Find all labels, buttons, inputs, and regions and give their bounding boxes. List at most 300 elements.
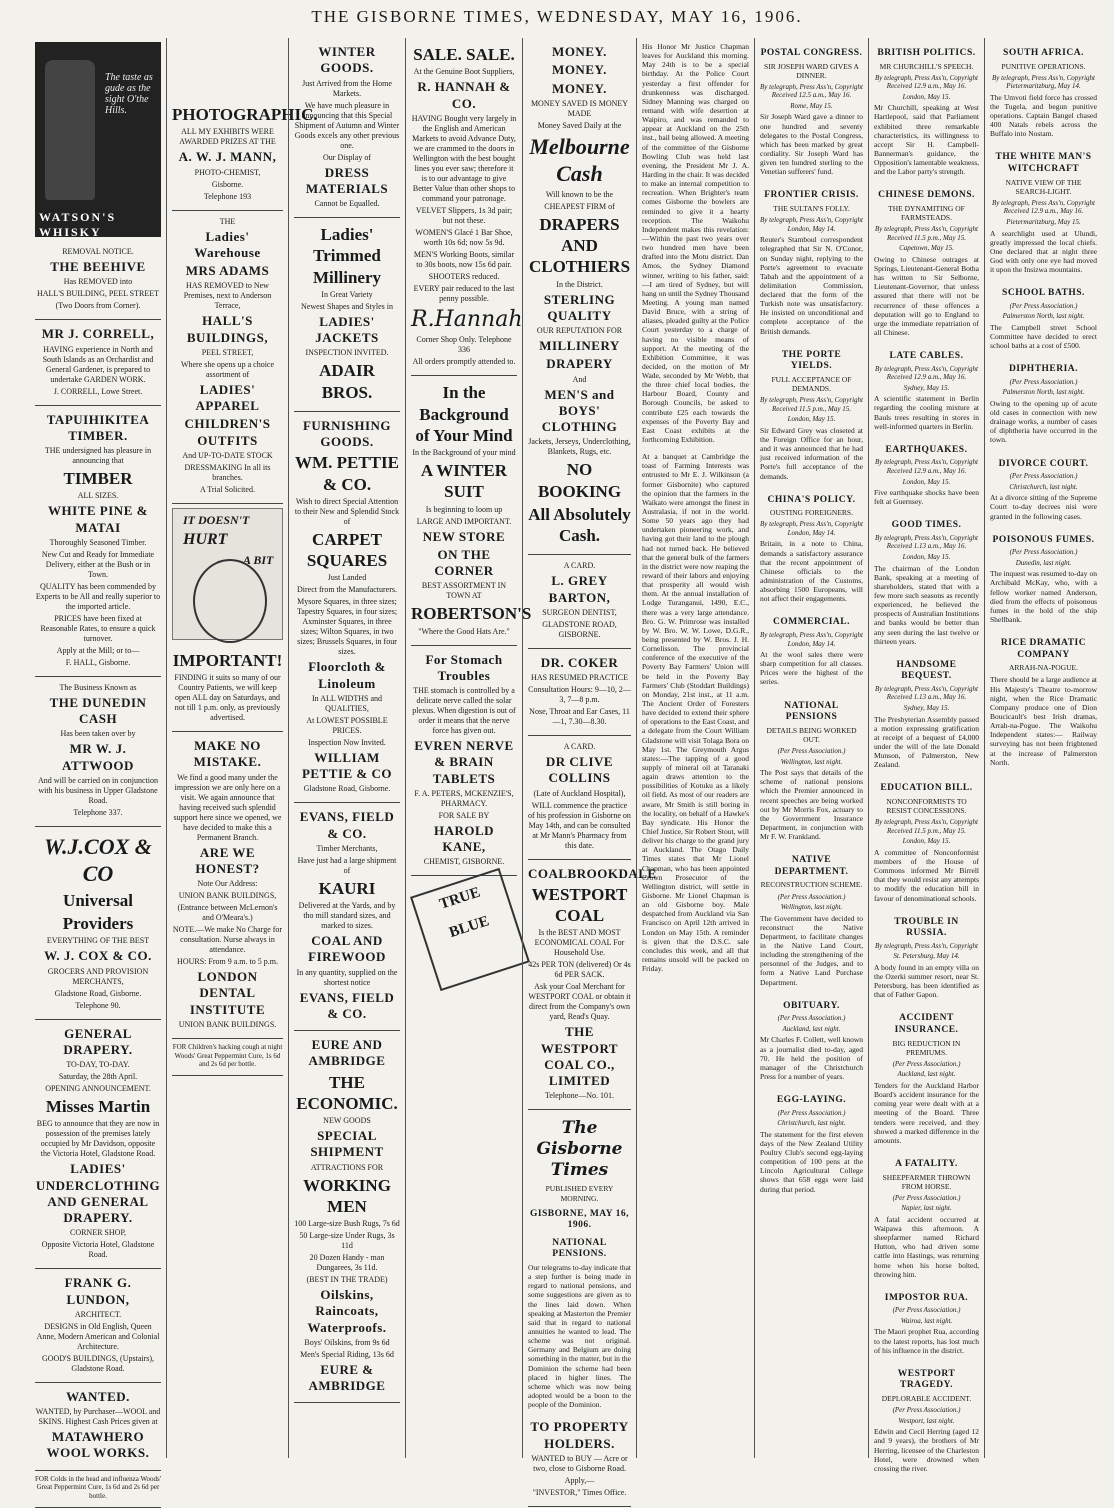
article-heading: THE WHITE MAN'S WITCHCRAFT [995,152,1092,175]
col2-footer: FOR Children's hacking cough at night Woods' Great Peppermint Cure, 1s 6d and 2s 6d per bottle. [172,1039,283,1076]
timber-big: TIMBER [63,469,133,488]
winter-cannot: Cannot be Equalled. [314,199,380,208]
article-by: By telegraph, Press Ass'n, Copyright Received 12.9 a.m., May 16. [875,458,978,475]
winter-line: Just Arrived from the Home Markets. [302,78,392,98]
article-body: Owing to the opening up of acute old cases in connection with new drainage works, a number of cases of diphtheria have occurred in the town. [990,398,1097,445]
article-sub: ARRAH-NA-POGUE. [1009,663,1078,673]
winter-our: Our Display of [323,152,371,162]
pettie-all: In ALL WIDTHS and QUALITIES, [312,693,382,713]
article-loc: Christchurch, last night. [1009,482,1078,491]
kauri-deliv: Delivered at the Yards, and by tho mill standard sizes, and marked to sizes. [298,901,396,930]
article-loc: Auckland, last night. [782,1024,841,1033]
sale-corner: Corner Shop Only. Telephone 336 [416,335,512,355]
providers-tel: Telephone 90. [75,1000,121,1010]
article-by: (Per Press Association.) [777,1108,846,1117]
article-body: Britain, in a note to China, demands a satisfactory assurance that the recent appointment of Chinese officials to the administration of the Customs, absorbing 1500 Europeans, will not affect their engagements. [760,539,863,604]
money-sterling: STERLING QUALITY [543,291,616,323]
article-body: Tenders for the Auckland Harbor Board's accident insurance for the coming year were dealt with at a meeting of the Board. Three tenders were received, and they showed a marked difference in the amounts. [874,1080,979,1145]
money-cheapest: CHEAPEST FIRM of [544,201,615,211]
pettie-advert [294,412,400,804]
important-advert [172,644,283,732]
article-heading: THE PORTE YIELDS. [781,349,842,372]
article-diphtheria [990,354,1097,448]
economic-mens: Men's Special Riding, 13s 6d [300,1349,394,1359]
masthead [0,0,1114,34]
melbourne-cash-name: Melbourne Cash [529,133,630,187]
article-body: The statement for the first eleven days of the New Zealand Utility Poultry Club's second egg-laying competition of 100 pens at the Lincoln Agricultural College shows that 658 eggs were laid during that period. [760,1129,863,1194]
removal-line: (Two Doors from Corner). [55,301,141,311]
winter-suit-heading: In the Background of Your Mind [415,383,513,445]
timber-line: QUALITY has been commended by Experts to be All and really superior to the imported article. [35,581,161,611]
editorial [528,1110,631,1413]
article-heading: TROUBLE IN RUSSIA. [894,916,959,939]
article-heading: COMMERCIAL. [772,617,850,628]
barton-name: L. GREY BARTON, [548,573,611,605]
article-sub: SIR JOSEPH WARD GIVES A DINNER. [764,61,859,80]
article-heading: DIVORCE COURT. [998,458,1089,469]
barton-card-label: A CARD. [563,561,596,571]
money-mill: MILLINERY [539,338,620,353]
article-by: (Per Press Association.) [777,1014,846,1023]
property-body: WANTED to BUY — Acre or two, close to Gisborne Road. [531,1453,628,1473]
article-loc: Wellington, last night. [780,757,843,766]
article-westport [874,1359,979,1477]
kauri-name: EVANS, FIELD & CO. [299,809,395,841]
column-2 [166,38,318,1458]
boot-sale-advert [411,38,523,376]
dunedin-cash-advert [35,677,161,827]
local-news-continued: At a banquet at Cambridge the toast of Farming Interests was entrusted to Mr E. J. Wilkinson (a former Gisbornite) who captured the opinion that the farmers in the Waikato were amongst the finest in Australasia, if not in the world. Some 50 years ago they had undertaken pioneering work, and having got their land to the plough had not turned back. He believed that the general bulk of the farmers in the district were now reaping the reward of their labors and enjoying that prosperity all would wish them. At the annual installation of Lodge Turanganui, 1490, E.C., there was a very large attendance. Bro. G. W. Primrose was installed by W. Bro. W. W. Lowe, D.G.R., being presented by W. Bros. J. H. Cornelisson. The provincial conference of the executive of the Poverty Bay Farmers' Union will be held in the Poverty Bay Farmers' Club (Stoddart Buildings) on Monday, 21st inst., at 11 a.m. The Ancient Order of Foresters have decided to extend their sphere of operations to the East Coast, and a delegate from the Court William Gladstone will visit Tolaga Bora on May 1st. The Greymouth Argus states:—The tapping of a good supply of mineral oil at Taranaki again draws attention to the possibilities of Kotuku as a likely oil field. As most of our readers are aware, Mr Smith is still boring in the locality, on behalf of a Hawke's Bay syndicate. His Honor the Chief Justice, Sir Robert Stout, will deliver his charge to the grand jury at Auckland. The Otago Daily Times states that Mr Lionel Chapman, who has been appointed Crown Prosecutor of the Wellington district, will settle in Gisborne. Mr Lionel Chapman is an old Gisborne boy. Male despatched from Auckland via San Francisco on April 12th arrived in London on May 15th. A reminder is given that the D.S.C. sale concludes this week, and all that remains unsold will be packed on Friday. [642,452,749,974]
westport-coal-advert [528,860,657,1111]
article-obituary [760,991,863,1085]
sale-item: MEN'S Working Boots, similar to 30s boots, now 15s 6d pair. [413,249,515,269]
article-heading: SOUTH AFRICA. [1003,48,1084,58]
article-body: The Umvoti field force has crossed the Tugela, and begun punitive operations. Captain Bangel chased 400 Natals rebels across the Buffalo into Nostam. [990,92,1097,139]
article-loc: Rome, May 15. [790,101,833,110]
article-by: (Per Press Association.) [892,1306,961,1315]
article-pensions [760,691,863,846]
column-4 [405,38,532,1458]
col1-footer: FOR Colds in the head and influenza Woods' Great Peppermint Cure, 1s 6d and 2s 6d per bottle. [35,1471,161,1508]
pettie-addr: Gladstone Road, Gisborne. [303,784,391,794]
hurt-line3: A BIT [243,552,274,567]
article-porte [760,340,863,485]
article-russia [874,907,979,1004]
timber-line: New Cut and Ready for Immediate Delivery, either at the Bush or in Town. [41,549,155,579]
gisborne-times-nameplate: The Gisborne Times [536,1118,623,1180]
melbourne-cash-advert [528,38,631,555]
article-by: By telegraph, Press Ass'n, Copyright Received 12.5 a.m., May 16. [760,82,863,100]
article-heading: HANDSOME BEQUEST. [896,659,957,682]
article-earthquakes [874,435,979,510]
removal-heading: REMOVAL NOTICE. [62,247,134,256]
article-by: By telegraph, Press Ass'n, Copyright [875,941,978,950]
pettie-body: Wish to direct Special Attention to their New and Splendid Stock of [294,496,400,526]
columns [30,38,1102,1500]
article-by: By telegraph, Press Ass'n, Copyright Received 11.5 p.m., May 15. [875,818,978,835]
article-bequest [874,650,979,774]
article-body: There should be a large audience at His Majesty's Theatre to-morrow night, when the Rice Dramatic Company produce one of Dion Boucicault's best Irish dramas, Arrah-na-Pogue. The Waikohu Independent states:— Railway surveying has not been frightened at the increase of Palmerston North. [990,675,1097,767]
article-loc: London, May 15. [902,837,951,846]
sale-orders: All orders promptly attended to. [412,357,516,367]
column-9 [984,38,1102,1458]
coal-name: COALBROOKDALE [528,865,657,881]
drapery-ladies: LADIES' UNDERCLOTHING AND GENERAL DRAPERY. [35,1161,161,1225]
hurt-line2: HURT [183,530,228,548]
economic-new: NEW GOODS [323,1116,371,1125]
mistake-bank: UNION BANK BUILDINGS. [178,1019,277,1029]
article-frontier [760,180,863,339]
true-blue-seal [410,868,530,991]
column-3 [288,38,405,1458]
timber-sign: F. HALL, Gisborne. [65,657,131,667]
timber-advert [35,406,161,677]
article-body: The Presbyterian Assembly passed a motion expressing gratification at receipt of a bequest of £4,000 under the will of the late Donald Munson, of Palmerston, New Zealand. [874,714,979,770]
article-by: (Per Press Association.) [1009,548,1078,557]
important-body: FINDING it suits so many of our Country Patients, we will keep open ALL day on Saturdays, and not till 1 p.m. only, as previously advertised. [174,673,281,722]
mistake-heading: MAKE NO MISTAKE. [193,738,262,770]
article-commercial [760,607,863,690]
article-loc: Pietermaritzburg, May 15. [1006,217,1081,226]
mistake-inst: LONDON DENTAL INSTITUTE [189,969,266,1017]
article-loc: Sydney, May 15. [903,383,950,392]
millinery-newest: Newest Shapes and Styles in [301,301,393,311]
pettie-prices: At LOWEST POSSIBLE PRICES. [306,715,388,735]
coker-has: HAS RESUMED PRACTICE [531,673,628,682]
article-heading: GOOD TIMES. [891,520,962,531]
economic-heading: THE ECONOMIC. [296,1072,398,1113]
article-body: The Government have decided to reconstruct the Native Department, to facilitate changes in the Native Land Court, including the strengthening of the personnel of the Judges, and to form a Native Land Purchase Department. [760,913,863,987]
article-loc: Christchurch, last night. [777,1119,846,1128]
article-poison [990,525,1097,628]
ladies-app: LADIES' APPAREL [195,381,260,413]
sale-item: VELVET Slippers, 1s 3d pair; but not these. [415,205,513,225]
kauri-advert [294,803,400,1031]
stomach-name: EVREN NERVE & BRAIN TABLETS [414,738,514,786]
drapery-name: Misses Martin [45,1097,151,1116]
article-body: Mr Charles F. Collett, well known as a journalist died to-day, aged 70. He held the position of manager of the Christchurch Press for a number of years. [760,1035,863,1081]
article-by: By telegraph, Press Ass'n, Copyright London, May 14. [760,216,863,233]
article-body: The Campbell street School Committee have decided to erect school baths at a cost of £500. [990,322,1097,351]
article-loc: Wairoa, last night. [900,1316,953,1325]
cox-logo: W.J.COX & CO [44,833,152,887]
article-by: By telegraph, Press Ass'n, Copyright London, May 14. [760,630,863,648]
ladies-dress: DRESSMAKING In all its branches. [184,462,271,482]
article-heading: LATE CABLES. [889,351,964,362]
article-body: Sir Edward Grey was closeted at the Foreign Office for an hour, and it was announced that he had just received information of the Porte's full acceptance of the demands. [760,425,863,481]
article-loc: Napier, last night. [901,1204,952,1213]
article-body: The chairman of the London Bank, speaking at a meeting of shareholders, stated that with a few more such seasons as recently experienced, he believed the prospects of Australian Institutions and banks would be better than any seen during the last twelve or thirteen years. [874,563,979,646]
article-sub: BIG REDUCTION IN PREMIUMS. [892,1038,961,1057]
seal-word: TRUE [437,884,483,913]
money-mens: MEN'S and BOYS' CLOTHING [541,386,618,434]
wanted-works: MATAWHERO WOOL WORKS. [46,1429,150,1461]
money-drapery: DRAPERY [546,356,613,372]
photo-town: Gisborne. [211,179,244,189]
providers-grocers: GROCERS AND PROVISION MERCHANTS, [47,966,149,986]
article-heading: POISONOUS FUMES. [992,534,1095,545]
ladies-warehouse-advert [172,211,283,504]
ladies-hall: HALL'S BUILDINGS, [186,313,269,345]
article-sub: DETAILS BEING WORKED OUT. [766,725,857,744]
sale-heading: SALE. SALE. [413,45,515,64]
coal-tel: Telephone—No. 101. [545,1091,614,1101]
article-body: The Maori prophet Rua, according to the latest reports, has lost much of his influence in the district. [874,1327,979,1355]
kauri-big: KAURI [318,878,376,898]
article-heading: ACCIDENT INSURANCE. [894,1013,959,1036]
article-body: The inquest was resumed to-day on Archibald McKay, who, with a fellow worker named Anderson, died from the effects of poisonous fumes in the hold of the ship Shellbank. [990,569,1097,625]
whisky-bottle-illustration [45,60,95,200]
article-loc: London, May 15. [787,415,836,424]
article-egg [760,1085,863,1198]
millinery-heading: Ladies' Trimmed Millinery [313,225,381,287]
winter-heading: WINTER GOODS. [318,44,376,76]
article-impostor [874,1283,979,1359]
pettie-carpet: CARPET SQUARES [306,529,388,570]
mistake-hours: HOURS: From 9 a.m. to 5 p.m. [177,957,278,966]
winter-goods-advert [294,38,400,218]
pettie-direct: Direct from the Manufacturers. [297,585,397,595]
whisky-brand: WATSON'S WHISKY [39,210,117,239]
money-line: MONEY. [552,80,607,96]
ladies-name: MRS ADAMS [185,263,270,278]
article-body: At the wool sales there were sharp competition for all classes. Prices were the highest of the series. [760,650,863,687]
pettie-floor: Floorcloth & Linoleum [308,659,386,691]
article-insurance [874,1003,979,1148]
money-abs: All Absolutely Cash. [528,504,631,545]
ladies-body: HAS REMOVED to New Premises, next to Anderson Terrace, [183,281,272,311]
article-loc: Westport, last night. [898,1416,955,1425]
article-heading: NATIVE DEPARTMENT. [774,855,849,877]
economic-footer: EURE & AMBRIDGE [308,1361,386,1393]
pettie-sign: WILLIAM PETTIE & CO [301,749,392,781]
article-by: By telegraph, Press Ass'n, Copyright Received 12.9 a.m., May 16. [992,198,1095,216]
article-by: By telegraph, Press Ass'n, Copyright Received 11.5 p.m., May 15. [875,225,978,242]
providers-addr: Gladstone Road, Gisborne. [54,988,142,998]
collins-card-label: A CARD. [563,742,596,751]
economic-boys: Boys' Oilskins, from 9s 6d [304,1337,390,1347]
article-heading: EGG-LAYING. [776,1095,847,1106]
coal-sub: WESTPORT COAL [531,884,628,925]
architect-title: ARCHITECT. [74,1309,122,1319]
removal-line: Has REMOVED into [63,277,133,287]
article-loc: Sydney, May 15. [903,704,950,712]
article-heading: EARTHQUAKES. [885,444,968,455]
cash-owner: MR W. J. ATTWOOD [62,741,134,773]
millinery-advert [294,218,400,412]
ladies-trial: A Trial Solicited. [200,484,255,494]
coal-line: Is the BEST AND MOST ECONOMICAL COAL For Household Use. [534,928,625,958]
article-body: A committee of Nonconformist members of the House of Commons informed Mr Birrell that they would resist any attempts to modify the education bill in favour of denominational schools. [874,847,979,903]
article-heading: DIPHTHERIA. [1008,364,1079,375]
column-8 [868,38,984,1473]
wanted-advert [35,1383,161,1471]
article-british [874,38,979,180]
money-saved: MONEY SAVED IS MONEY MADE [530,98,629,118]
cash-post: Has been taken over by [60,729,136,739]
correll-body: HAVING experience in North and South Islands as an Orchardist and General Gardener, is prepared to undertake GARDEN WORK. [42,344,154,384]
article-loc: Palmerston North, last night. [1002,388,1085,397]
money-buy: Money Saved Daily at the [537,120,622,130]
timber-line: Thoroughly Seasoned Timber. [49,537,147,547]
article-body: A fatal accident occurred at Waipawa this afternoon. A sheepfarmer named Richard Hutton, who had driven some cattle into Hastings, was returning home when his horse bolted, throwing him. [874,1214,979,1279]
winter-suit-body: In the Background of your mind [412,448,516,457]
article-baths [990,278,1097,354]
winter-suit-corner: ON THE CORNER [434,546,494,578]
article-heading: EDUCATION BILL. [880,783,973,794]
column-7 [754,38,868,1458]
article-cables [874,341,979,435]
article-sub: THE SULTAN'S FOLLY. [773,204,850,214]
article-heading: SCHOOL BATHS. [1002,288,1085,299]
economic-item: 100 Large-size Bush Rugs, 7s 6d [294,1219,400,1228]
article-by: (Per Press Association.) [892,1193,961,1202]
economic-special: SPECIAL SHIPMENT [310,1128,384,1160]
property-advert [528,1413,631,1507]
property-sign: "INVESTOR," Times Office. [532,1487,627,1497]
article-by: (Per Press Association.) [777,892,846,901]
coal-sign: THE WESTPORT COAL CO., LIMITED [540,1024,619,1088]
column-6 [636,38,754,1458]
architect-office: GOOD'S BUILDINGS, (Upstairs), Gladstone Road. [41,1353,155,1373]
article-sub: DEPLORABLE ACCIDENT. [881,1394,972,1404]
article-sub: MR CHURCHILL'S SPEECH. [879,61,974,71]
stomach-heading: For Stomach Troubles [425,651,503,683]
money-known: Will known to be the [545,189,614,199]
kauri-title: Timber Merchants, [316,843,378,853]
drapery-opp: Opposite Victoria Hotel, Gladstone Road. [41,1240,155,1260]
article-sub: RECONSTRUCTION SCHEME. [760,880,863,890]
article-by: By telegraph, Press Ass'n, Copyright Pietermaritzburg, May 14. [992,73,1095,91]
removal-notice [35,241,161,320]
article-by: (Per Press Association.) [1009,472,1078,481]
article-loc: Wellington, last night. [780,903,843,912]
stomach-body: THE stomach is controlled by a delicate nerve called the solar plexus. When digestion is out of order it means that the nerve force has given out. [412,686,516,735]
drapery-body: BEG to announce that they are now in possession of the premises lately occupied by Mr Davidson, opposite the Victoria Hotel, Gladstone Road. [36,1119,160,1159]
article-sub: SHEEPFARMER THROWN FROM HORSE. [882,1172,971,1191]
article-good-times [874,510,979,649]
winter-dress: DRESS MATERIALS [305,164,389,196]
article-heading: WESTPORT TRAGEDY. [897,1368,956,1391]
article-witchcraft [990,142,1097,278]
article-by: By telegraph, Press Ass'n, Copyright Received 1.13 a.m., May 16. [875,684,978,702]
article-body: Reuter's Stamboul correspondent telegraphed that Sir N. O'Conor, on Sunday night, replying to the Porte's agreement to evacuate Tabah and the appointment of a delimitation Commission, declared that the form of the Turkish note was unsatisfactory. He insisted on unconditional and complete acceptance of the British demands. [760,235,863,336]
stomach-sale: FOR SALE BY [438,810,490,820]
barton-title: SURGEON DENTIST, [542,607,617,617]
correll-sign: J. CORRELL, Lowe Street. [53,386,143,396]
photo-name: A. W. J. MANN, [178,149,277,165]
cash-tel: Telephone 337. [73,807,123,817]
timber-all: ALL SIZES. [77,491,119,501]
winter-suit-best: BEST ASSORTMENT IN TOWN AT [421,581,507,601]
article-sub: FULL ACCEPTANCE OF DEMANDS. [771,374,852,394]
article-heading: FRONTIER CRISIS. [764,190,859,201]
editorial-body: Our telegrams to-day indicate that a step further is being made in regard to national pensions, and some suggestions are given as to the lines laid down. When speaking at Masterton the Premier said that in regard to national annuities he wanted to lead. The scheme was not original. Germany and Belgium are doing something in the matter, but in the Dominion the scheme had been placed in higher lines. The scheme which was now being adopted would be a boon to the people of the Dominion. [528,1263,631,1410]
editorial-date: GISBORNE, MAY 16, 1906. [529,1208,630,1231]
ladies-the: THE [219,216,236,226]
coker-note: Nose, Throat and Ear Cases, 11—1, 7.30—8.30. [529,707,630,726]
collins-late: (Late of Auckland Hospital), [533,788,626,798]
money-rep: OUR REPUTATION FOR [536,326,623,335]
photographic-advert [172,98,318,211]
timber-body: THE undersigned has pleasure in announcing that [44,446,152,465]
article-loc: London, May 15. [902,92,951,101]
winter-suit-beg: Is beginning to loom up [425,504,503,514]
article-sub: OUSTING FOREIGNERS. [770,508,853,518]
mistake-addr1: Note Our Address: [197,879,258,888]
important-heading: IMPORTANT! [172,650,283,670]
article-by: By telegraph, Press Ass'n, Copyright Received 1.13 a.m., May 16. [875,533,978,551]
article-loc: London, May 15. [902,552,951,561]
ladies-street: PEEL STREET, [201,347,254,357]
kauri-sign: EVANS, FIELD & CO. [299,989,395,1021]
article-loc: Auckland, last night. [897,1070,956,1079]
removal-line: HALL'S BUILDING, PEEL STREET [36,289,160,299]
column-5 [522,38,657,1497]
mistake-note: NOTE.—We make No Charge for consultation. Nurse always in attendance. [172,925,283,954]
article-by: By telegraph, Press Ass'n, Copyright London, May 14. [760,520,863,537]
article-by: (Per Press Association.) [892,1059,961,1068]
pettie-heading: FURNISHING GOODS. [302,417,392,449]
coker-name: DR. COKER [540,654,619,670]
economic-advert [294,1031,400,1403]
article-heading: A FATALITY. [895,1158,958,1169]
economic-item: 50 Large-size Under Rugs, 3s 11d [299,1231,395,1250]
millinery-insp: INSPECTION INVITED. [305,348,389,358]
article-body: A searchlight used at Ulundi, greatly impressed the local chiefs. One declared that at night three God with only one eye had moved it upon the Insizwa mountains. [990,228,1097,275]
mistake-honest: ARE WE HONEST? [195,844,260,876]
pettie-desc: Mysore Squares, in three sizes; Tapestry Squares, in four sizes; Axminster Squares, in three sizes; Wilton Squares, in two sizes; Brussels Squares, in four sizes. [296,597,398,657]
local-news: His Honor Mr Justice Chapman leaves for Auckland this morning. May 24th is to be a special birthday. At the Police Court yesterday a first offender for drunkenness was discharged. Sidney Manning was charged on remand with wife desertion at Waipiro, and was remanded to appear at Auckland on the 25th inst., bail being allowed. A meeting of the committee of the Gisborne Bowling Club was held last evening, the President Mr J. A. Harding in the chair. It was decided to make an internal competition to recreation. When Brighter's team comes Gisborne the bowlers are reminded to give it a hearty reception. The Waikohu Independent makes this revelation:—Within the past two years over two hundred men have been drafted into the Motu district. Dan Amos, the Sydney Diamond winner, writing to his father, said:—I am tired of Sydney, but will hang on until the Sydney Thousand Meeting. A young man named David Bruce, with a string of aliases, pleaded guilty at the Police Court yesterday to a charge of having no visible means of support. At the meeting of the Exhibition Committee, it was decided, on the motion of Mr Wade, seconded by Mr Webb, that the three chief local bodies, the Harbour Board, County and Borough Councils, be asked to contribute £25 each towards the expenses of the Poverty Bay and East Coast exhibits at the forthcoming Exhibition. [642,42,749,445]
article-heading: CHINESE DEMONS. [878,190,975,201]
providers-cox: W. J. COX & CO. [44,948,152,964]
drapery-today: TO-DAY, TO-DAY. [66,1060,130,1069]
timber-line: PRICES have been fixed at Reasonable Rates, to ensure a quick turnover. [40,613,156,643]
article-heading: NATIONAL PENSIONS [784,700,839,723]
architect-body: DESIGNS in Old English, Queen Anne, Modern American and Colonial Architecture. [36,1321,160,1351]
kauri-any: In any quantity, supplied on the shortest notice [296,967,398,987]
winter-suit-where: "Where the Good Hats Are." [418,626,510,636]
article-heading: IMPOSTOR RUA. [884,1292,969,1303]
article-china [760,485,863,608]
article-loc: Dunedin, last night. [1015,558,1072,567]
stomach-advert [411,646,517,877]
wanted-heading: WANTED. [66,1388,130,1404]
photo-body: ALL MY EXHIBITS WERE AWARDED PRIZES AT THE [179,127,276,147]
kauri-have: Have just had a large shipment of [297,855,397,875]
beehive-name: THE BEEHIVE [50,259,146,274]
collins-card [528,736,631,860]
pettie-landed: Just Landed [327,573,367,583]
article-by: (Per Press Association.) [892,1406,961,1415]
cash-pre: The Business Known as [59,682,137,692]
economic-oil: Oilskins, Raincoats, Waterproofs. [307,1287,387,1335]
sale-name: R. HANNAH & CO. [417,79,511,111]
article-body: Sir Joseph Ward gave a dinner to one hundred and seventy delegates to the Postal Congress, which has been marked by great cordiality. Sir Joseph Ward has given ten hundred sterling to the Venetian sufferers' fund. [760,112,863,177]
drapery-opening: OPENING ANNOUNCEMENT. [45,1084,151,1093]
money-district: In the District. [556,279,603,289]
drapery-date: Saturday, the 28th April. [58,1072,138,1081]
economic-best: (BEST IN THE TRADE) [306,1275,388,1284]
wanted-body: WANTED, by Purchaser—WOOL and SKINS. Highest Cash Prices given at [35,1407,161,1426]
money-drapers: DRAPERS AND CLOTHIERS [528,214,631,277]
article-body: The Post says that details of the scheme of national pensions which the Premier announced in recent speeches are being worked out by Mr Morris Fox, actuary to the Government Insurance Department, in conjunction with Mr F. W. Frankland. [760,768,863,842]
correll-advert [35,320,161,405]
sale-at: At the Genuine Boot Suppliers, [413,67,515,77]
mistake-body: We find a good many under the impression we are only here on a visit. We again announce that having received such splendid support here since we opened, we have decided to make this a Permanent Branch. [173,772,282,842]
timber-line: Apply at the Mill; or to— [56,645,140,655]
article-fatality [874,1149,979,1283]
